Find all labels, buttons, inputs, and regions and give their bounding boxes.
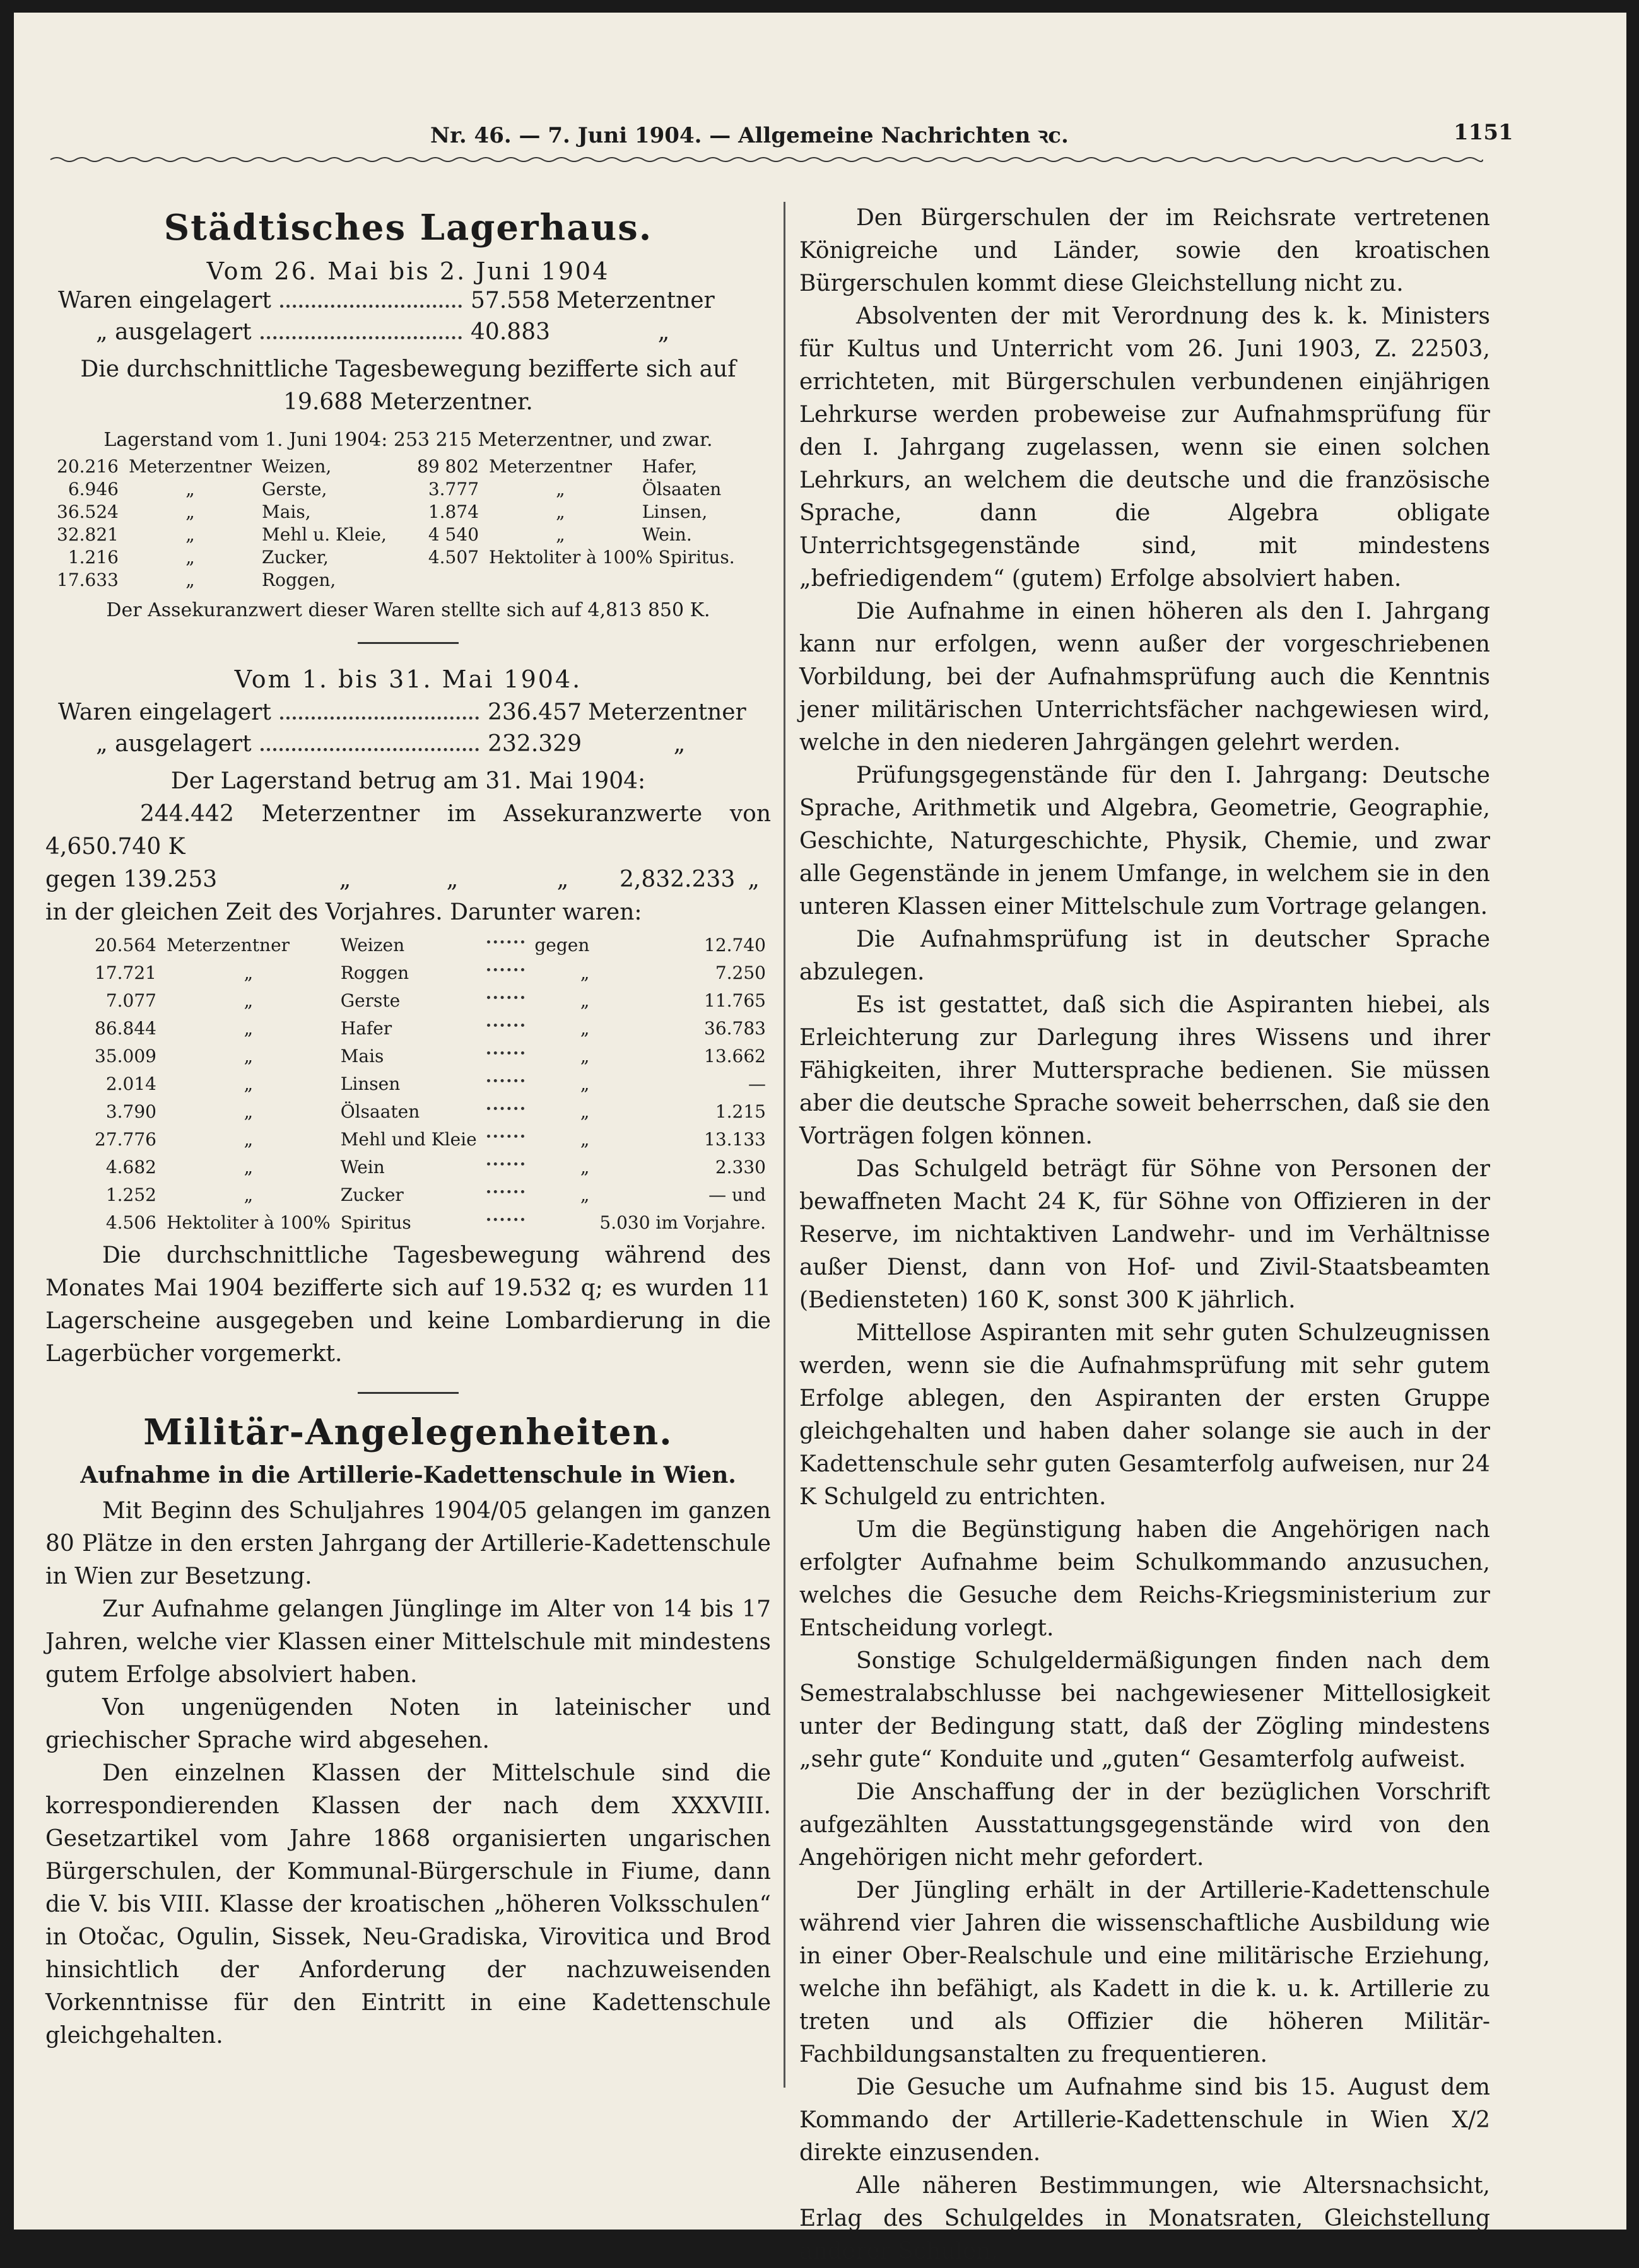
header-rule xyxy=(50,155,1483,165)
body-paragraph: Um die Begünstigung haben die Angehörigen nach erfolgter Aufnahme beim Schulkommando anzusuchen, welches die Gesuche dem Reichs-Kriegsministerium zur Entscheidung vorlegt. xyxy=(799,1517,1490,1641)
goods-row: 4.682 „ Wein „ 2.330 xyxy=(105,1157,766,1178)
section-separator xyxy=(358,1392,459,1394)
stock-row: 6.946 „ Gerste, 3.777 „ Ölsaaten xyxy=(68,479,722,500)
week-avg-line2: 19.688 Meterzentner. xyxy=(283,389,533,415)
stock-row: 17.633 „ Roggen, xyxy=(57,570,336,590)
stock-row: 32.821 „ Mehl u. Kleie, 4 540 „ Wein. xyxy=(57,524,692,545)
body-paragraph: Der Jüngling erhält in der Artillerie-Kadettenschule während vier Jahren die wissenschaftliche Ausbildung wie in einer Ober-Realschule und eine militärische Erziehung, welche ihn befähigt, als Kadett in die k. u. k. Artillerie zu treten und als Offizier die höheren Militär-Fachbildungsanstalten zu frequentieren. xyxy=(799,1878,1490,2067)
against-line: gegen 139.253 „ „ „ 2,832.233 „ xyxy=(45,867,760,892)
body-paragraph: Die Gesuche um Aufnahme sind bis 15. August dem Kommando der Artillerie-Kadettenschule in Wien X/2 direkte einzusenden. xyxy=(799,2074,1490,2166)
left-column xyxy=(45,202,771,2052)
stock-row: 36.524 „ Mais, 1.874 „ Linsen, xyxy=(57,501,708,522)
body-paragraph: Von ungenügenden Noten in lateinischer und griechischer Sprache wird abgesehen. xyxy=(45,1695,771,1753)
goods-table xyxy=(90,932,771,1237)
kadettenschule-subheading: Aufnahme in die Artillerie-Kadettenschule in Wien. xyxy=(80,1462,736,1488)
body-paragraph: Die Aufnahme in einen höheren als den I. Jahrgang kann nur erfolgen, wenn außer der vorgeschriebenen Vorbildung, bei der Aufnahmsprüfung auch die Kenntnis jener militärischen Unterrichtsfächer nachgewiesen wird, welche in den niederen Jahrgängen gelehrt werden. xyxy=(799,599,1490,756)
stock-row: 20.216 Meterzentner Weizen, 89 802 Meterzentner Hafer, xyxy=(57,456,698,477)
goods-row: 17.721 „ Roggen „ 7.250 xyxy=(95,962,766,983)
section-separator xyxy=(358,642,459,644)
body-paragraph: Mittellose Aspiranten mit sehr guten Schulzeugnissen werden, wenn sie die Aufnahmsprüfung mit sehr gutem Erfolge ablegen, den Aspiranten der ersten Gruppe gleichgehalten und haben daher solange sie auch in der Kadettenschule sehr guten Gesamterfolg aufweisen, nur 24 K Schulgeld zu entrichten. xyxy=(799,1320,1490,1510)
month-row-out: „ ausgelagert 232.329 „ xyxy=(96,731,686,757)
goods-row: 4.506 Hektoliter à 100% Spiritus 5.030 im Vorjahre. xyxy=(105,1212,766,1233)
week-row-out: „ ausgelagert 40.883 „ xyxy=(96,319,670,345)
month-movement xyxy=(45,697,771,760)
month-row-in: Waren eingelagert 236.457 Meterzentner xyxy=(58,699,746,725)
week-subheading: Vom 26. Mai bis 2. Juni 1904 xyxy=(206,257,610,285)
goods-row: 3.790 „ Ölsaaten „ 1.215 xyxy=(105,1101,766,1122)
stock-date-line: Der Lagerstand betrug am 31. Mai 1904: xyxy=(170,768,646,794)
body-paragraph: Das Schulgeld beträgt für Söhne von Personen der bewaffneten Macht 24 K, für Söhne von Offizieren in der Reserve, im nichtaktiven Landwehr- und im Verhältnisse außer Dienst, dann von Hof- und Zivil-Staatsbeamten (Bediensteten) 160 K, sonst 300 K jährlich. xyxy=(799,1156,1490,1313)
header-title: Nr. 46. — 7. Juni 1904. — Allgemeine Nachrichten ꝛc. xyxy=(430,123,1069,148)
newspaper-page xyxy=(14,13,1626,2264)
insurance-line: Der Assekuranzwert dieser Waren stellte sich auf 4,813 850 K. xyxy=(106,599,710,621)
body-paragraph: Alle näheren Bestimmungen, wie Altersnachsicht, Erlag des Schulgeldes in Monatsraten, Gleichstellung anderer Schulen, xyxy=(799,2173,1490,2264)
body-paragraph: Absolventen der mit Verordnung des k. k. Ministers für Kultus und Unterricht vom 26. Juni 1903, Z. 22503, errichteten, mit Bürgerschulen verbundenen einjährigen Lehrkurse werden probeweise zur Aufnahmsprüfung für den I. Jahrgang zugelassen, wenn sie einen solchen Lehrkurs, an welchem die deutsche und die französische Sprache, dann die Algebra obligate Unterrichtsgegenstände sind, mit mindestens „befriedigendem“ (gutem) Erfolge absolviert haben. xyxy=(799,303,1490,592)
amount-line: 244.442 Meterzentner im Assekuranzwerte von 4,650.740 K xyxy=(45,801,771,860)
goods-row: 7.077 „ Gerste „ 11.765 xyxy=(105,990,766,1011)
week-avg-line1: Die durchschnittliche Tagesbewegung bezifferte sich auf xyxy=(80,356,736,382)
goods-row: 1.252 „ Zucker „ — und xyxy=(105,1184,766,1205)
body-paragraph: Sonstige Schulgeldermäßigungen finden nach dem Semestralabschlusse bei nachgewiesener Mittellosigkeit unter der Bedingung statt, daß der Zögling mindestens „sehr gute“ Konduite und „guten“ Gesamterfolg aufweist. xyxy=(799,1648,1490,1772)
body-paragraph: Die Anschaffung der in der bezüglichen Vorschrift aufgezählten Ausstattungsgegenstände wird von den Angehörigen nicht mehr gefordert. xyxy=(799,1779,1490,1871)
body-paragraph: Zur Aufnahme gelangen Jünglinge im Alter von 14 bis 17 Jahren, welche vier Klassen einer Mittelschule mit mindestens gutem Erfolge absolviert haben. xyxy=(45,1596,771,1688)
page-number: 1151 xyxy=(1454,120,1513,145)
right-column xyxy=(799,202,1490,2268)
militaer-heading: Militär-Angelegenheiten. xyxy=(143,1412,673,1453)
goods-row: 35.009 „ Mais „ 13.662 xyxy=(95,1046,766,1067)
prev-year-line: in der gleichen Zeit des Vorjahres. Darunter waren: xyxy=(45,899,642,925)
body-paragraph: Den einzelnen Klassen der Mittelschule sind die korrespondierenden Klassen der nach dem XXXVIII. Gesetzartikel vom Jahre 1868 organisierten ungarischen Bürgerschulen, der Kommunal-Bürgerschule in Fiume, dann die V. bis VIII. Klasse der kroatischen „höheren Volksschulen“ in Otočac, Ogulin, Sissek, Neu-Gradiska, Virovitica und Brod hinsichtlich der Anforderung der nachzuweisenden Vorkenntnisse für den Eintritt in eine Kadettenschule gleichgehalten. xyxy=(45,1760,771,2049)
goods-row: 20.564 Meterzentner Weizen gegen 12.740 xyxy=(95,935,766,956)
goods-row: 27.776 „ Mehl und Kleie „ 13.133 xyxy=(95,1129,766,1150)
column-divider xyxy=(784,202,785,2088)
stock-intro: Lagerstand vom 1. Juni 1904: 253 215 Meterzentner, und zwar. xyxy=(103,429,713,451)
body-paragraph: Mit Beginn des Schuljahres 1904/05 gelangen im ganzen 80 Plätze in den ersten Jahrgang der Artillerie-Kadettenschule in Wien zur Besetzung. xyxy=(45,1498,771,1589)
week-movement xyxy=(45,285,771,348)
stock-table xyxy=(52,455,740,592)
month-subheading: Vom 1. bis 31. Mai 1904. xyxy=(234,665,582,693)
body-paragraph: Den Bürgerschulen der im Reichsrate vertretenen Königreiche und Länder, sowie den kroatischen Bürgerschulen kommt diese Gleichstellung nicht zu. xyxy=(799,205,1490,296)
goods-row: 2.014 „ Linsen „ — xyxy=(105,1073,766,1094)
body-paragraph: Prüfungsgegenstände für den I. Jahrgang: Deutsche Sprache, Arithmetik und Algebra, Geometrie, Geographie, Geschichte, Naturgeschichte, Physik, Chemie, und zwar alle Gegenstände in jenem Umfange, in welchem sie in den unteren Klassen einer Mittelschule zum Vortrage gelangen. xyxy=(799,763,1490,920)
body-paragraph: Es ist gestattet, daß sich die Aspiranten hiebei, als Erleichterung zur Darlegung ihres Wissens und ihrer Fähigkeiten, ihrer Muttersprache bedienen. Sie müssen aber die deutsche Sprache soweit beherrschen, daß sie den Vorträgen folgen können. xyxy=(799,992,1490,1149)
month-summary: Die durchschnittliche Tagesbewegung während des Monates Mai 1904 bezifferte sich auf 19.532 q; es wurden 11 Lagerscheine ausgegeben und keine Lombardierung in die Lagerbücher vorgemerkt. xyxy=(45,1242,771,1367)
lagerhaus-heading: Städtisches Lagerhaus. xyxy=(163,207,653,248)
stock-row: 1.216 „ Zucker, 4.507 Hektoliter à 100% Spiritus. xyxy=(68,547,735,568)
week-row-in: Waren eingelagert 57.558 Meterzentner xyxy=(58,288,715,313)
goods-row: 86.844 „ Hafer „ 36.783 xyxy=(95,1018,766,1039)
body-paragraph: Die Aufnahmsprüfung ist in deutscher Sprache abzulegen. xyxy=(799,926,1490,985)
